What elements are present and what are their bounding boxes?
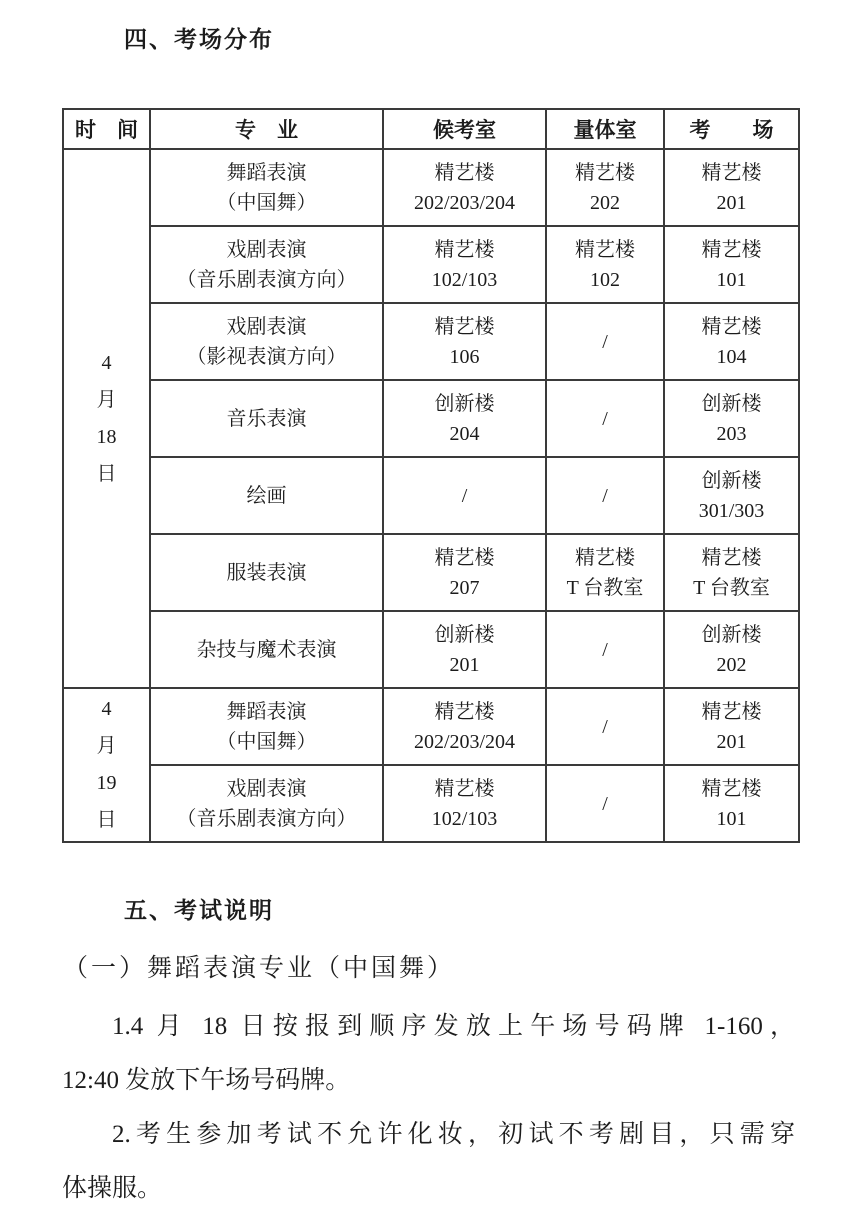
date-cell: 4 月 19 日	[63, 688, 150, 842]
table-row	[63, 303, 799, 380]
major-cell: 舞蹈表演 （中国舞）	[150, 688, 383, 765]
exam-room-cell: 创新楼 203	[664, 380, 799, 457]
waiting-room-cell: 精艺楼 102/103	[383, 226, 546, 303]
section4-heading: 四、考场分布	[124, 26, 274, 52]
exam-room-cell: 精艺楼 101	[664, 226, 799, 303]
measuring-room-cell: 精艺楼 202	[546, 149, 664, 226]
table-row	[63, 457, 799, 534]
table-row	[63, 611, 799, 688]
waiting-room-cell: 精艺楼 202/203/204	[383, 149, 546, 226]
column-header-3: 候考室	[383, 109, 546, 149]
exam-room-cell: 精艺楼 201	[664, 149, 799, 226]
exam-room-cell: 精艺楼 T 台教室	[664, 534, 799, 611]
exam-table-body	[63, 149, 799, 842]
subsection-heading: （一）舞蹈表演专业（中国舞）	[63, 955, 456, 982]
date-cell: 4 月 18 日	[63, 149, 150, 688]
waiting-room-cell: 精艺楼 207	[383, 534, 546, 611]
exam-room-cell: 精艺楼 201	[664, 688, 799, 765]
waiting-room-cell: 精艺楼 202/203/204	[383, 688, 546, 765]
paragraph-line: 体操服。	[62, 1175, 163, 1202]
major-cell: 舞蹈表演 （中国舞）	[150, 149, 383, 226]
measuring-room-cell: 精艺楼 102	[546, 226, 664, 303]
column-header-2: 专 业	[150, 109, 383, 149]
table-row	[63, 688, 799, 765]
table-header-row	[63, 109, 799, 149]
paragraph	[62, 1000, 795, 1108]
waiting-room-cell: 创新楼 201	[383, 611, 546, 688]
major-cell: 戏剧表演 （音乐剧表演方向）	[150, 226, 383, 303]
paragraph-line: 12:40 发放下午场号码牌。	[62, 1067, 351, 1094]
page	[0, 24, 858, 1224]
waiting-room-cell: 创新楼 204	[383, 380, 546, 457]
major-cell: 杂技与魔术表演	[150, 611, 383, 688]
column-header-5: 考 场	[664, 109, 799, 149]
paragraph-line: 1.4 月 18 日按报到顺序发放上午场号码牌 1-160，	[112, 1013, 795, 1040]
measuring-room-cell: /	[546, 688, 664, 765]
table-row	[63, 534, 799, 611]
exam-room-cell: 创新楼 301/303	[664, 457, 799, 534]
measuring-room-cell: /	[546, 611, 664, 688]
measuring-room-cell: 精艺楼 T 台教室	[546, 534, 664, 611]
exam-room-cell: 精艺楼 104	[664, 303, 799, 380]
section5-heading: 五、考试说明	[124, 897, 274, 923]
measuring-room-cell: /	[546, 457, 664, 534]
exam-room-cell: 精艺楼 101	[664, 765, 799, 842]
waiting-room-cell: /	[383, 457, 546, 534]
paragraphs	[62, 1000, 795, 1216]
measuring-room-cell: /	[546, 380, 664, 457]
paragraph-line: 2.考生参加考试不允许化妆，初试不考剧目，只需穿	[112, 1121, 795, 1148]
table-row	[63, 149, 799, 226]
waiting-room-cell: 精艺楼 102/103	[383, 765, 546, 842]
table-row	[63, 380, 799, 457]
table-row	[63, 226, 799, 303]
exam-room-cell: 创新楼 202	[664, 611, 799, 688]
waiting-room-cell: 精艺楼 106	[383, 303, 546, 380]
major-cell: 绘画	[150, 457, 383, 534]
major-cell: 服装表演	[150, 534, 383, 611]
table-row	[63, 765, 799, 842]
column-header-4: 量体室	[546, 109, 664, 149]
exam-distribution-table	[62, 108, 800, 843]
measuring-room-cell: /	[546, 765, 664, 842]
measuring-room-cell: /	[546, 303, 664, 380]
major-cell: 音乐表演	[150, 380, 383, 457]
major-cell: 戏剧表演 （音乐剧表演方向）	[150, 765, 383, 842]
column-header-1: 时 间	[63, 109, 150, 149]
major-cell: 戏剧表演 （影视表演方向）	[150, 303, 383, 380]
